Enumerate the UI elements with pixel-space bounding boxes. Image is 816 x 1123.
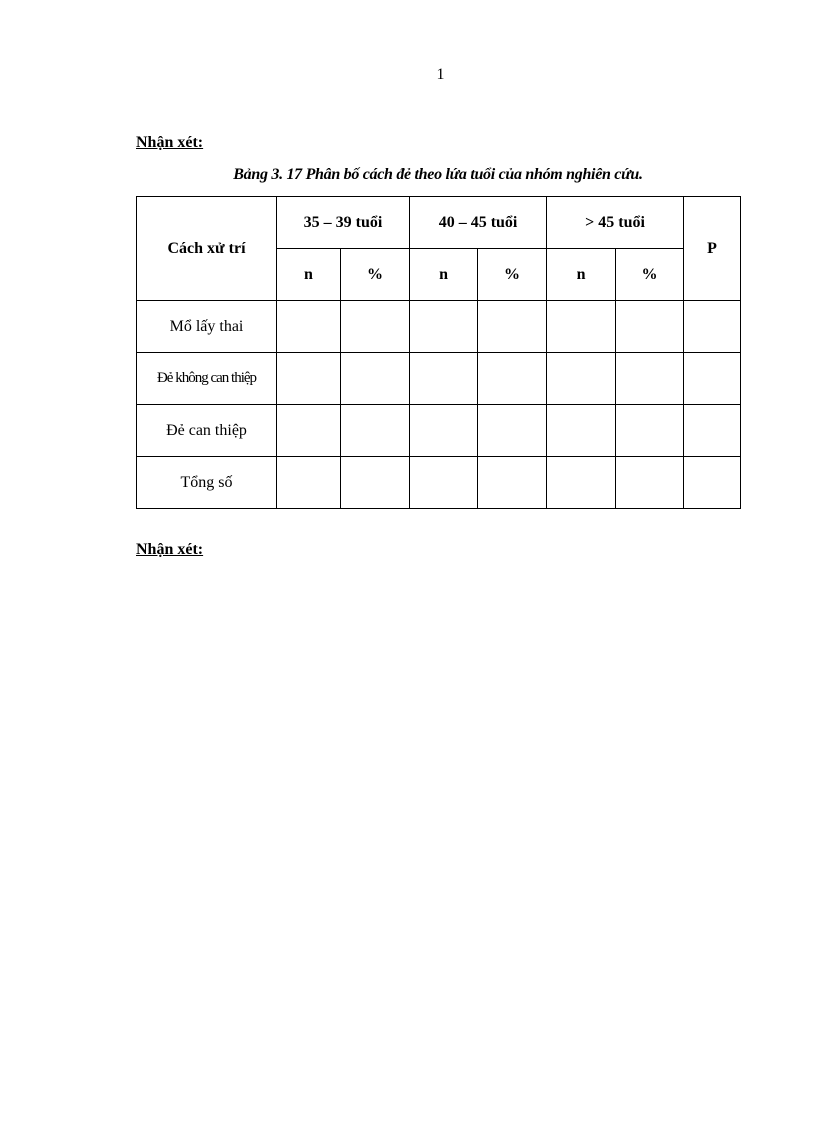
table-cell [341,353,410,405]
header-age-group: 35 – 39 tuổi [277,197,410,249]
table-row [137,301,741,353]
table-cell [478,405,547,457]
subheader-n: n [547,249,616,301]
row-label: Đẻ can thiệp [137,405,277,457]
table-cell [410,353,478,405]
table-row [137,457,741,509]
page-number: 1 [436,66,445,83]
subheader-percent: % [478,249,547,301]
distribution-table [136,196,741,509]
subheader-percent: % [616,249,684,301]
table-cell [684,353,741,405]
row-label: Mổ lấy thai [137,301,277,353]
table-cell [478,301,547,353]
table-row [137,353,741,405]
table-cell [684,301,741,353]
table-cell [478,457,547,509]
table-cell [547,301,616,353]
header-age-group: 40 – 45 tuổi [410,197,547,249]
table-cell [277,353,341,405]
header-p-value: P [684,197,741,301]
table-cell [478,353,547,405]
row-label: Đẻ không can thiệp [137,353,277,405]
table-cell [341,301,410,353]
header-method: Cách xử trí [137,197,277,301]
table-cell [684,405,741,457]
table-cell [277,405,341,457]
table-cell [547,353,616,405]
subheader-n: n [410,249,478,301]
table-caption: Bảng 3. 17 Phân bố cách đẻ theo lứa tuổi của nhóm nghiên cứu. [233,166,643,183]
table-cell [616,301,684,353]
table-cell [616,353,684,405]
table-cell [547,405,616,457]
remark-label: Nhận xét: [136,541,204,558]
subheader-percent: % [341,249,410,301]
table-row [137,405,741,457]
table-cell [277,301,341,353]
subheader-n: n [277,249,341,301]
table-cell [341,457,410,509]
table-cell [277,457,341,509]
table-cell [616,405,684,457]
header-age-group: > 45 tuổi [547,197,684,249]
table-cell [684,457,741,509]
table-cell [410,405,478,457]
table-cell [341,405,410,457]
table-cell [410,457,478,509]
remark-label: Nhận xét: [136,134,204,151]
row-label: Tổng số [137,457,277,509]
table-cell [616,457,684,509]
table-cell [410,301,478,353]
table-cell [547,457,616,509]
